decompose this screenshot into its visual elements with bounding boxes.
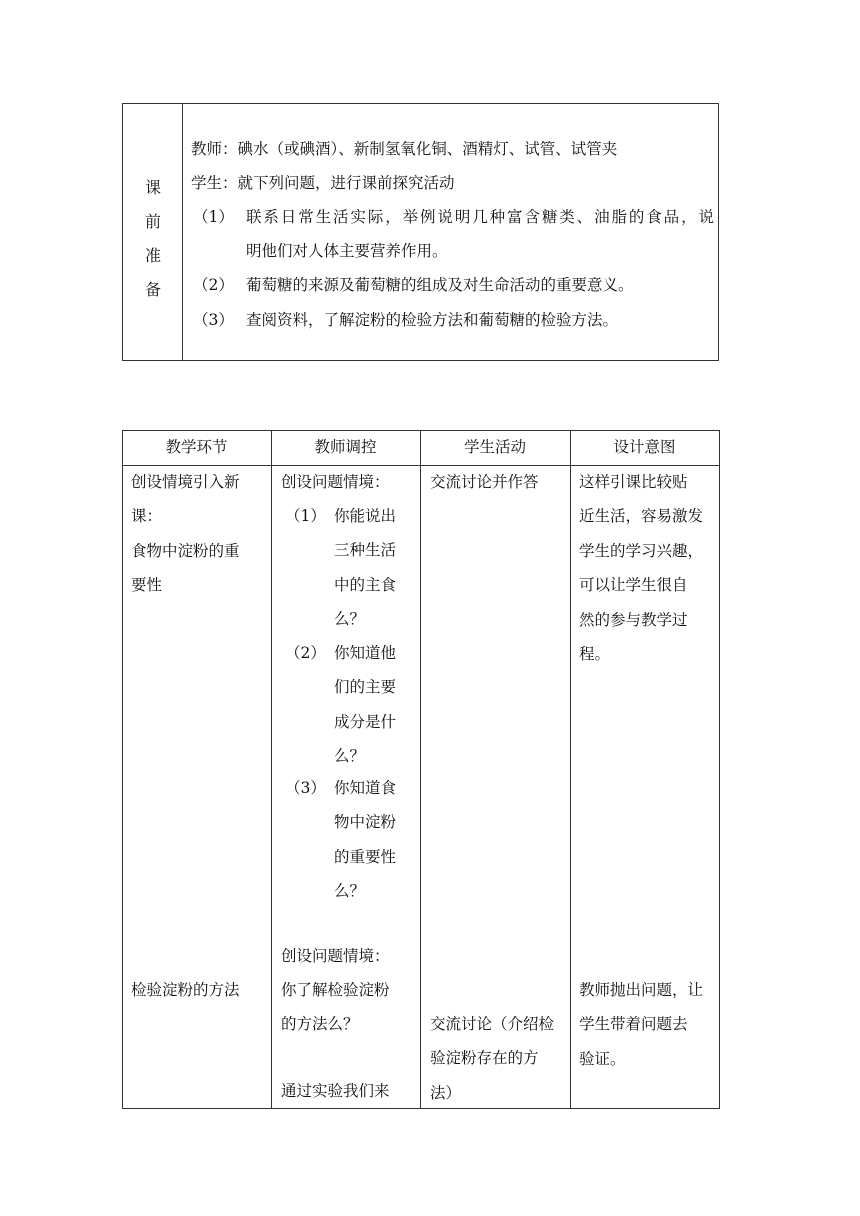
question-line: 你能说出	[334, 507, 397, 525]
student-activity-line: 验淀粉存在的方	[430, 1049, 539, 1068]
question-number: （3）	[285, 779, 326, 797]
prep-item-number: （3）	[193, 311, 234, 329]
teacher-intro: 创设问题情境：	[281, 473, 390, 491]
design-intent-line: 这样引课比较贴	[579, 473, 688, 491]
question-line: 么？	[334, 882, 366, 901]
prep-label-char: 备	[144, 280, 161, 299]
lesson-table-bottom-border	[122, 1108, 720, 1109]
question-line: 么？	[334, 747, 366, 766]
prep-item-text: 联系日常生活实际，举例说明几种富含糖类、油脂的食品，说	[246, 208, 714, 226]
prep-divider	[182, 103, 183, 361]
question-text	[334, 499, 396, 637]
teacher-intro: 创设问题情境：	[281, 947, 390, 965]
question-number: （1）	[285, 507, 326, 525]
student-activity-cell	[430, 1007, 554, 1110]
teacher-line: 通过实验我们来	[281, 1082, 390, 1100]
prep-student-line: 学生：就下列问题，进行课前探究活动	[191, 174, 455, 192]
prep-item-text: 查阅资料，了解淀粉的检验方法和葡萄糖的检验方法。	[246, 311, 619, 329]
question-line: 的重要性	[334, 847, 397, 866]
question-text	[334, 636, 396, 774]
teacher-line: 的方法么？	[281, 1015, 359, 1034]
prep-label-char: 准	[144, 246, 161, 265]
question-text	[334, 771, 396, 909]
design-intent-line: 学生的学习兴趣，	[579, 541, 704, 560]
prep-item-number: （2）	[193, 276, 234, 294]
student-activity: 交流讨论并作答	[430, 473, 539, 491]
prep-item-number: （1）	[193, 208, 234, 226]
header-design-intent: 设计意图	[613, 438, 676, 456]
question-line: 物中淀粉	[334, 813, 397, 832]
question-line: 你知道食	[334, 779, 397, 797]
student-activity-line: 法）	[430, 1083, 462, 1102]
question-line: 中的主食	[334, 575, 397, 594]
stage-line: 食物中淀粉的重	[131, 541, 240, 560]
stage-line: 检验淀粉的方法	[131, 981, 240, 999]
header-teacher-control: 教师调控	[314, 438, 377, 456]
prep-item-text: 葡萄糖的来源及葡萄糖的组成及对生命活动的重要意义。	[246, 276, 634, 294]
design-intent-line: 学生带着问题去	[579, 1015, 688, 1034]
prep-label-char: 课	[144, 178, 161, 197]
design-intent-cell	[579, 465, 703, 671]
design-intent-line: 可以让学生很自	[579, 576, 688, 595]
question-line: 成分是什	[334, 712, 397, 731]
stage-cell	[131, 973, 240, 1007]
student-activity-line: 交流讨论（介绍检	[430, 1015, 555, 1033]
lesson-table-column-border	[570, 430, 571, 1109]
lesson-table-column-border	[271, 430, 272, 1109]
design-intent-line: 教师抛出问题，让	[579, 981, 704, 999]
teacher-cell	[281, 973, 390, 1042]
design-intent-line: 验证。	[579, 1049, 626, 1068]
lesson-table-column-border	[719, 430, 720, 1109]
stage-cell	[131, 465, 240, 603]
design-intent-line: 然的参与教学过	[579, 610, 688, 629]
prep-item-text: 明他们对人体主要营养作用。	[246, 242, 448, 260]
stage-line: 要性	[131, 576, 163, 595]
teacher-line: 你了解检验淀粉	[281, 981, 390, 999]
lesson-table-column-border	[122, 430, 123, 1109]
question-number: （2）	[285, 644, 326, 662]
header-teaching-stage: 教学环节	[165, 438, 228, 456]
lesson-table-column-border	[420, 430, 421, 1109]
prep-teacher-line: 教师：碘水（或碘酒）、新制氢氧化铜、酒精灯、试管、试管夹	[191, 140, 618, 158]
design-intent-line: 近生活，容易激发	[579, 507, 704, 526]
stage-line: 创设情境引入新	[131, 473, 240, 491]
question-line: 们的主要	[334, 678, 397, 697]
question-line: 三种生活	[334, 541, 397, 560]
question-line: 你知道他	[334, 644, 397, 662]
design-intent-cell	[579, 973, 703, 1076]
header-student-activity: 学生活动	[463, 438, 526, 456]
design-intent-line: 程。	[579, 645, 611, 664]
prep-label-char: 前	[144, 212, 161, 231]
stage-line: 课：	[131, 507, 163, 526]
question-line: 么？	[334, 610, 366, 629]
